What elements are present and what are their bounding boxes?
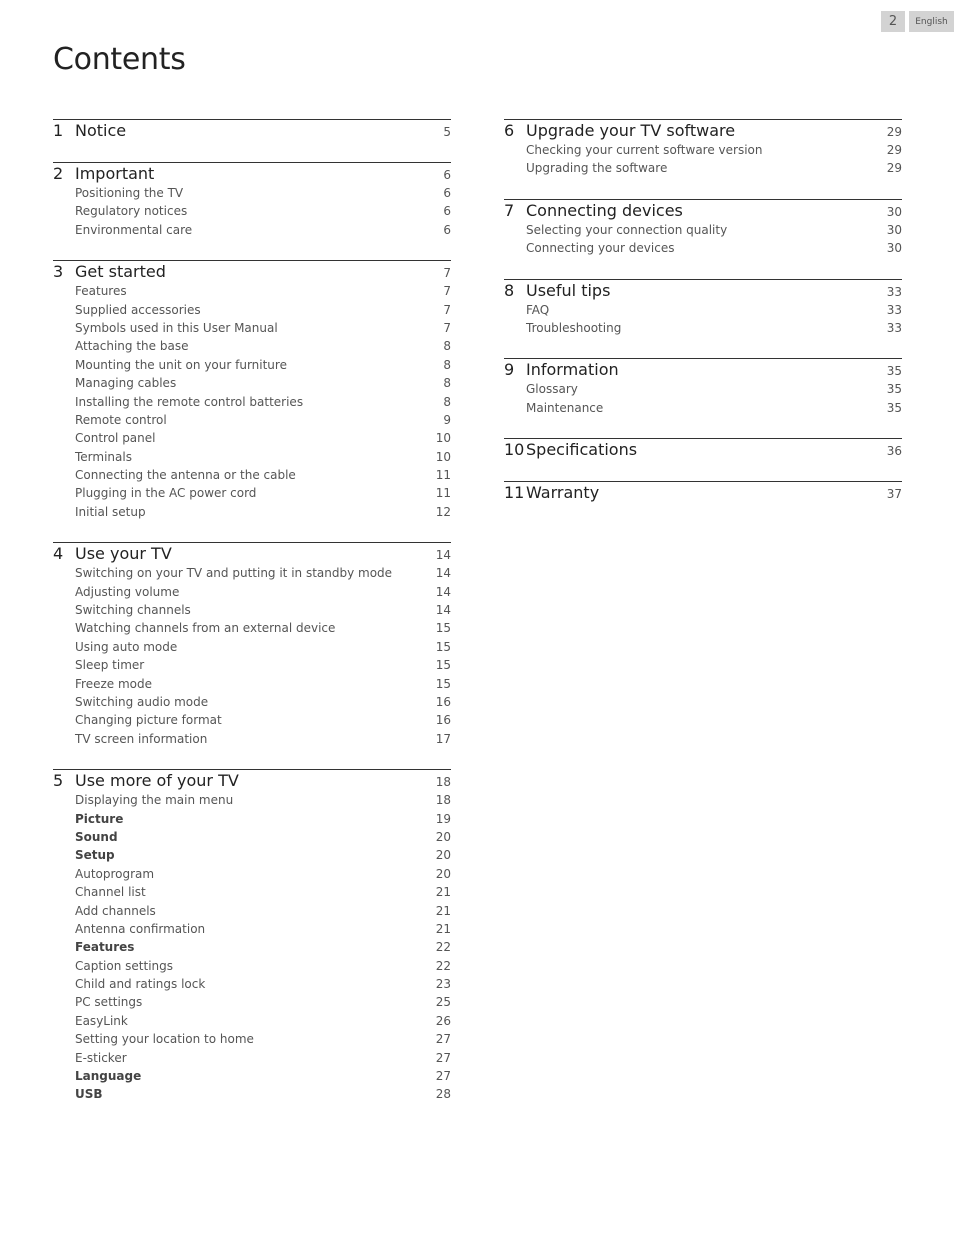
section-page-number: 6 bbox=[443, 168, 451, 182]
entry-title: Adjusting volume bbox=[75, 584, 180, 599]
entry-page-number: 22 bbox=[435, 958, 451, 973]
entry-title: Add channels bbox=[75, 903, 156, 918]
toc-entry[interactable] bbox=[53, 867, 451, 885]
entry-title: Positioning the TV bbox=[75, 186, 184, 200]
toc-section-heading[interactable] bbox=[53, 771, 451, 793]
toc-entry[interactable] bbox=[53, 450, 451, 468]
entry-page-number: 14 bbox=[435, 566, 451, 581]
entry-page-number: 27 bbox=[435, 1032, 451, 1047]
toc-section bbox=[53, 769, 451, 1106]
entry-page-number: 10 bbox=[435, 449, 451, 464]
section-page-number: 14 bbox=[435, 548, 451, 563]
entry-title: Troubleshooting bbox=[526, 320, 622, 335]
entry-page-number: 8 bbox=[443, 394, 451, 409]
entry-page-number: 16 bbox=[435, 713, 451, 728]
entry-page-number: 30 bbox=[886, 241, 902, 256]
entry-page-number: 15 bbox=[435, 639, 451, 654]
entry-title: Initial setup bbox=[75, 504, 146, 519]
toc-entry[interactable] bbox=[53, 186, 451, 204]
entry-page-number: 7 bbox=[443, 284, 451, 299]
entry-page-number: 33 bbox=[886, 320, 902, 335]
entry-title: Setup bbox=[75, 848, 115, 863]
section-number: 1 bbox=[53, 121, 64, 140]
section-number: 7 bbox=[504, 200, 515, 220]
toc-section bbox=[53, 542, 451, 750]
entry-page-number: 8 bbox=[443, 357, 451, 372]
toc-entry[interactable] bbox=[504, 143, 902, 161]
toc-entry[interactable] bbox=[504, 223, 902, 241]
section-title: Information bbox=[526, 360, 619, 380]
entry-page-number: 26 bbox=[435, 1013, 451, 1028]
entry-page-number: 12 bbox=[435, 504, 451, 519]
section-number: 8 bbox=[504, 280, 515, 300]
section-title: Specifications bbox=[526, 440, 638, 460]
toc-entry[interactable] bbox=[504, 321, 902, 339]
entry-page-number: 14 bbox=[435, 603, 451, 618]
section-title: Upgrade your TV software bbox=[526, 121, 736, 140]
entry-title: Switching audio mode bbox=[75, 694, 209, 709]
section-page-number: 7 bbox=[443, 266, 451, 281]
toc-entry[interactable] bbox=[53, 1069, 451, 1087]
entry-title: Mounting the unit on your furniture bbox=[75, 357, 287, 372]
toc-entry[interactable] bbox=[53, 505, 451, 523]
toc-section-heading[interactable] bbox=[53, 121, 451, 143]
section-number: 9 bbox=[504, 360, 515, 380]
toc-entry[interactable] bbox=[53, 585, 451, 603]
entry-title: Caption settings bbox=[75, 958, 174, 973]
toc-entry[interactable] bbox=[53, 486, 451, 504]
section-title: Warranty bbox=[526, 483, 600, 503]
toc-entry[interactable] bbox=[53, 793, 451, 811]
entry-page-number: 35 bbox=[886, 400, 902, 415]
toc-section-heading[interactable] bbox=[504, 121, 902, 143]
entry-page-number: 23 bbox=[435, 977, 451, 992]
toc-entry[interactable] bbox=[53, 922, 451, 940]
entry-title: Connecting the antenna or the cable bbox=[75, 468, 296, 483]
toc-section bbox=[504, 438, 902, 462]
entry-page-number: 19 bbox=[435, 811, 451, 826]
entry-page-number: 8 bbox=[443, 376, 451, 391]
entry-title: Switching on your TV and putting it in standby mode bbox=[75, 566, 393, 581]
entry-page-number: 18 bbox=[435, 793, 451, 808]
toc-section-heading[interactable] bbox=[53, 164, 451, 186]
entry-title: Autoprogram bbox=[75, 866, 155, 881]
toc-entry[interactable] bbox=[504, 161, 902, 179]
section-number: 6 bbox=[504, 121, 515, 140]
entry-page-number: 29 bbox=[886, 143, 902, 157]
toc-entry[interactable] bbox=[53, 413, 451, 431]
section-page-number: 18 bbox=[435, 775, 451, 790]
toc-entry[interactable] bbox=[53, 677, 451, 695]
toc-section bbox=[53, 260, 451, 523]
section-page-number: 30 bbox=[886, 204, 902, 219]
entry-page-number: 28 bbox=[435, 1087, 451, 1102]
toc-section-heading[interactable] bbox=[504, 360, 902, 382]
section-number: 5 bbox=[53, 771, 64, 791]
entry-title: Child and ratings lock bbox=[75, 977, 206, 992]
entry-title: Using auto mode bbox=[75, 639, 178, 654]
entry-title: Checking your current software version bbox=[526, 143, 763, 157]
toc-entry[interactable] bbox=[53, 223, 451, 241]
section-page-number: 5 bbox=[443, 125, 451, 139]
section-page-number: 33 bbox=[886, 284, 902, 299]
entry-page-number: 30 bbox=[886, 222, 902, 237]
entry-page-number: 35 bbox=[886, 382, 902, 397]
entry-title: Antenna confirmation bbox=[75, 921, 206, 936]
entry-page-number: 20 bbox=[435, 848, 451, 863]
entry-page-number: 20 bbox=[435, 829, 451, 844]
entry-title: Glossary bbox=[526, 382, 578, 397]
entry-page-number: 17 bbox=[435, 731, 451, 746]
entry-title: E-sticker bbox=[75, 1050, 127, 1065]
entry-page-number: 15 bbox=[435, 621, 451, 636]
entry-page-number: 6 bbox=[443, 222, 451, 237]
section-title: Useful tips bbox=[526, 280, 611, 300]
section-number: 3 bbox=[53, 262, 64, 282]
toc-entry[interactable] bbox=[53, 904, 451, 922]
entry-page-number: 21 bbox=[435, 921, 451, 936]
entry-page-number: 20 bbox=[435, 866, 451, 881]
toc-entry[interactable] bbox=[53, 376, 451, 394]
entry-title: Features bbox=[75, 284, 127, 299]
toc-entry[interactable] bbox=[504, 241, 902, 259]
toc-entry[interactable] bbox=[53, 695, 451, 713]
toc-entry[interactable] bbox=[53, 940, 451, 958]
toc-section bbox=[504, 358, 902, 419]
entry-title: Switching channels bbox=[75, 603, 191, 618]
entry-page-number: 27 bbox=[435, 1050, 451, 1065]
toc-entry[interactable] bbox=[53, 204, 451, 222]
entry-title: Picture bbox=[75, 811, 124, 826]
entry-page-number: 7 bbox=[443, 302, 451, 317]
entry-title: Environmental care bbox=[75, 222, 193, 237]
entry-title: Freeze mode bbox=[75, 676, 152, 691]
section-page-number: 36 bbox=[886, 444, 902, 459]
toc-entry[interactable] bbox=[53, 603, 451, 621]
section-title: Use more of your TV bbox=[75, 771, 239, 791]
toc-entry[interactable] bbox=[53, 395, 451, 413]
toc-entry[interactable] bbox=[53, 431, 451, 449]
entry-title: Selecting your connection quality bbox=[526, 222, 728, 237]
entry-page-number: 15 bbox=[435, 676, 451, 691]
toc-entry[interactable] bbox=[53, 621, 451, 639]
entry-title: Setting your location to home bbox=[75, 1032, 254, 1047]
entry-page-number: 29 bbox=[886, 161, 902, 176]
entry-page-number: 22 bbox=[435, 940, 451, 955]
entry-page-number: 7 bbox=[443, 320, 451, 335]
toc-entry[interactable] bbox=[53, 1032, 451, 1050]
toc-entry[interactable] bbox=[53, 848, 451, 866]
toc-entry[interactable] bbox=[53, 977, 451, 995]
toc-section-heading[interactable] bbox=[504, 281, 902, 303]
toc-entry[interactable] bbox=[53, 468, 451, 486]
toc-entry[interactable] bbox=[53, 640, 451, 658]
section-number: 11 bbox=[504, 483, 525, 503]
entry-title: Installing the remote control batteries bbox=[75, 394, 304, 409]
entry-title: Changing picture format bbox=[75, 713, 222, 728]
toc-section bbox=[504, 481, 902, 505]
section-page-number: 35 bbox=[886, 364, 902, 379]
entry-title: Connecting your devices bbox=[526, 241, 675, 256]
section-page-number: 29 bbox=[886, 125, 902, 139]
toc-section-heading[interactable] bbox=[504, 440, 902, 462]
toc-entry[interactable] bbox=[53, 566, 451, 584]
entry-page-number: 25 bbox=[435, 995, 451, 1010]
toc-entry[interactable] bbox=[53, 321, 451, 339]
section-title: Important bbox=[75, 164, 155, 183]
toc-entry[interactable] bbox=[53, 339, 451, 357]
section-title: Notice bbox=[75, 121, 127, 140]
section-number: 2 bbox=[53, 164, 64, 183]
toc-entry[interactable] bbox=[53, 830, 451, 848]
entry-title: Upgrading the software bbox=[526, 161, 668, 176]
section-number: 10 bbox=[504, 440, 525, 460]
entry-title: EasyLink bbox=[75, 1013, 128, 1028]
entry-page-number: 6 bbox=[443, 204, 451, 219]
section-title: Connecting devices bbox=[526, 200, 683, 220]
toc-entry[interactable] bbox=[53, 995, 451, 1013]
entry-page-number: 15 bbox=[435, 658, 451, 673]
section-title: Get started bbox=[75, 262, 166, 282]
entry-title: Supplied accessories bbox=[75, 302, 201, 317]
toc-section-heading[interactable] bbox=[504, 201, 902, 223]
toc-entry[interactable] bbox=[53, 732, 451, 750]
toc-entry[interactable] bbox=[53, 1051, 451, 1069]
toc-entry[interactable] bbox=[53, 658, 451, 676]
entry-title: PC settings bbox=[75, 995, 143, 1010]
toc-section bbox=[504, 279, 902, 340]
toc-entry[interactable] bbox=[53, 713, 451, 731]
entry-page-number: 11 bbox=[435, 486, 451, 501]
entry-page-number: 10 bbox=[435, 431, 451, 446]
section-title: Use your TV bbox=[75, 544, 172, 564]
entry-title: Watching channels from an external device bbox=[75, 621, 336, 636]
page-number-badge: 2 bbox=[881, 11, 905, 32]
entry-page-number: 9 bbox=[443, 412, 451, 427]
entry-title: Managing cables bbox=[75, 376, 177, 391]
entry-title: Remote control bbox=[75, 412, 167, 427]
toc-entry[interactable] bbox=[53, 959, 451, 977]
toc-section-heading[interactable] bbox=[53, 544, 451, 566]
entry-title: Symbols used in this User Manual bbox=[75, 320, 278, 335]
toc-left-column bbox=[53, 119, 451, 1125]
toc-section bbox=[504, 119, 902, 180]
toc-right-column bbox=[504, 119, 902, 524]
entry-title: Control panel bbox=[75, 431, 156, 446]
language-badge: English bbox=[909, 11, 954, 32]
toc-entry[interactable] bbox=[504, 401, 902, 419]
toc-entry[interactable] bbox=[53, 812, 451, 830]
entry-title: Channel list bbox=[75, 885, 146, 900]
toc-entry[interactable] bbox=[53, 303, 451, 321]
entry-page-number: 8 bbox=[443, 339, 451, 354]
toc-section bbox=[504, 199, 902, 260]
section-number: 4 bbox=[53, 544, 64, 564]
page-title: Contents bbox=[53, 42, 186, 77]
entry-page-number: 16 bbox=[435, 694, 451, 709]
entry-page-number: 33 bbox=[886, 302, 902, 317]
entry-title: Features bbox=[75, 940, 135, 955]
entry-title: Language bbox=[75, 1069, 142, 1084]
entry-page-number: 6 bbox=[443, 186, 451, 200]
entry-title: USB bbox=[75, 1087, 103, 1102]
toc-entry[interactable] bbox=[504, 382, 902, 400]
entry-title: Displaying the main menu bbox=[75, 793, 234, 808]
toc-entry[interactable] bbox=[53, 284, 451, 302]
toc-section bbox=[53, 162, 451, 241]
toc-section-heading[interactable] bbox=[504, 483, 902, 505]
section-page-number: 37 bbox=[886, 487, 902, 502]
toc-section-heading[interactable] bbox=[53, 262, 451, 284]
toc-section bbox=[53, 119, 451, 143]
entry-title: TV screen information bbox=[75, 731, 208, 746]
entry-page-number: 11 bbox=[435, 468, 451, 483]
toc-entry[interactable] bbox=[53, 885, 451, 903]
entry-page-number: 21 bbox=[435, 885, 451, 900]
entry-page-number: 14 bbox=[435, 584, 451, 599]
toc-entry[interactable] bbox=[53, 1087, 451, 1105]
entry-page-number: 27 bbox=[435, 1069, 451, 1084]
entry-title: Plugging in the AC power cord bbox=[75, 486, 257, 501]
entry-title: FAQ bbox=[526, 302, 550, 317]
entry-title: Terminals bbox=[75, 449, 132, 464]
entry-title: Regulatory notices bbox=[75, 204, 188, 219]
toc-entry[interactable] bbox=[53, 358, 451, 376]
entry-title: Attaching the base bbox=[75, 339, 189, 354]
entry-title: Maintenance bbox=[526, 400, 604, 415]
entry-page-number: 21 bbox=[435, 903, 451, 918]
toc-entry[interactable] bbox=[53, 1014, 451, 1032]
entry-title: Sleep timer bbox=[75, 658, 145, 673]
toc-entry[interactable] bbox=[504, 303, 902, 321]
entry-title: Sound bbox=[75, 829, 118, 844]
